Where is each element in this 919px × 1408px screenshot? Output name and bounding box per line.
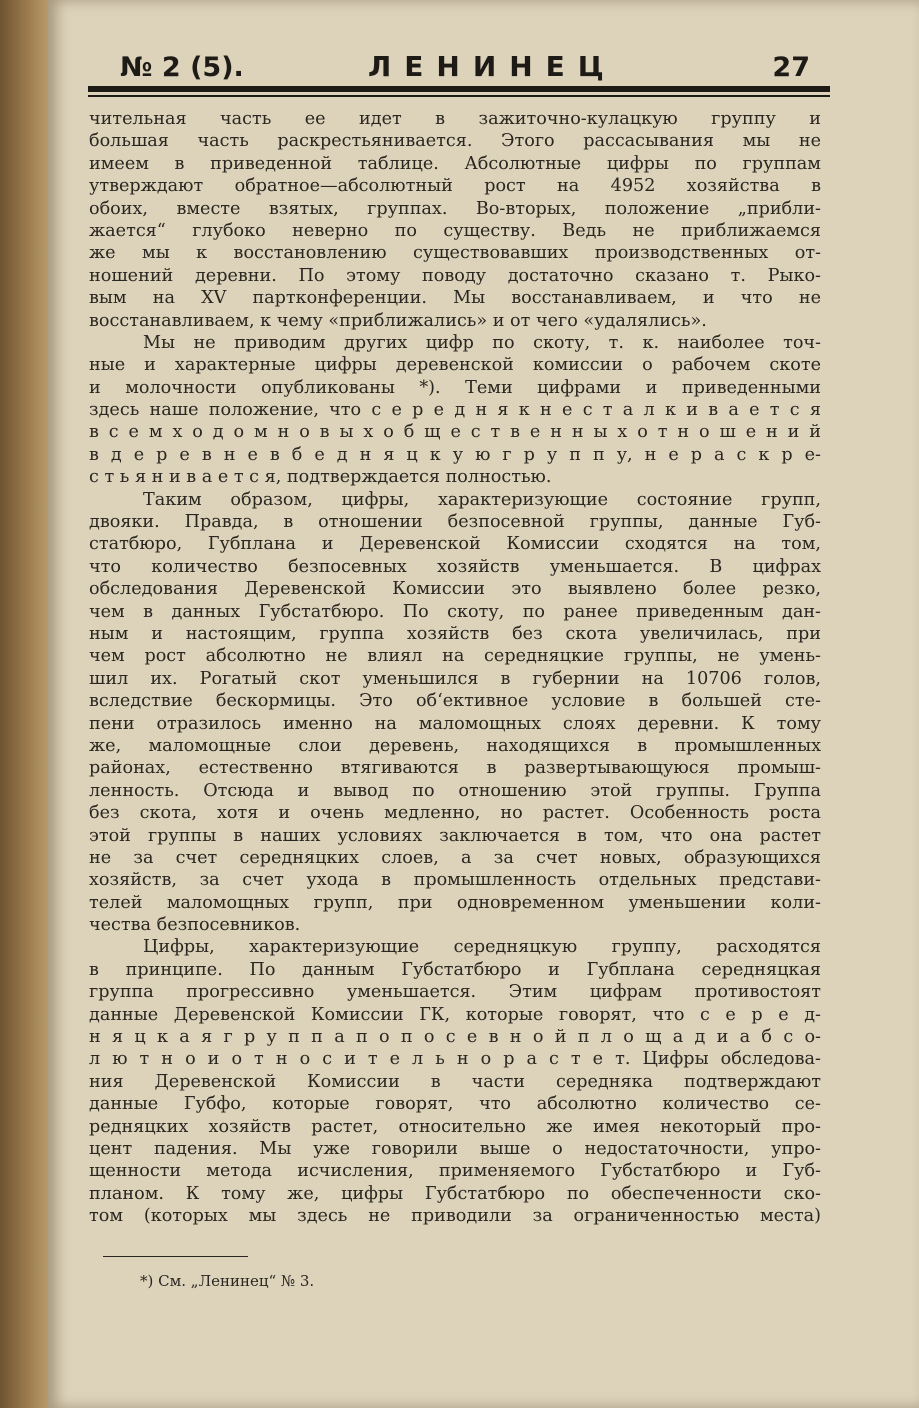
text-line: здесь наше положение, что с е р е д н я к н е с т а л к и в а е т с я xyxy=(89,400,821,421)
text-line: группа прогрессивно уменьшается. Этим цифрам противостоят xyxy=(89,982,821,1003)
text-line: в принципе. По данным Губстатбюро и Губплана середняцкая xyxy=(89,959,821,980)
text-line: н я ц к а я г р у п п а п о п о с е в н о й п л о щ а д и а б с о- xyxy=(89,1027,821,1048)
text-line: шил их. Рогатый скот уменьшился в губернии на 10706 голов, xyxy=(89,668,821,689)
footnote-rule xyxy=(103,1256,248,1257)
text-line: с т ь я н и в а е т с я, подтверждается полностью. xyxy=(89,467,552,488)
page-number: 27 xyxy=(772,52,810,83)
text-line: ленность. Отсюда и вывод по отношению этой группы. Группа xyxy=(89,780,821,801)
text-line: что количество безпосевных хозяйств уменьшается. В цифрах xyxy=(89,556,821,577)
text-line: двояки. Правда, в отношении безпосевной группы, данные Губ- xyxy=(89,512,821,533)
text-line: вым на XV партконференции. Мы восстанавливаем, и что не xyxy=(89,288,821,309)
text-line: щенности метода исчисления, применяемого Губстатбюро и Губ- xyxy=(89,1161,821,1182)
text-line: статбюро, Губплана и Деревенской Комиссии сходятся на том, xyxy=(89,534,821,555)
text-line: восстанавливаем, к чему «приближались» и от чего «удалялись». xyxy=(89,310,707,331)
text-line: и молочности опубликованы *). Теми цифрами и приведенными xyxy=(89,377,821,398)
text-line: чем рост абсолютно не влиял на середняцкие группы, не умень- xyxy=(89,646,821,667)
header-rule-thin xyxy=(88,95,830,97)
text-line: обоих, вместе взятых, группах. Во-вторых, положение „прибли- xyxy=(89,198,821,219)
text-line: без скота, хотя и очень медленно, но растет. Особенность роста xyxy=(89,803,821,824)
text-line: телей маломощных групп, при одновременном уменьшении коли- xyxy=(89,892,821,913)
text-line: хозяйств, за счет ухода в промышленность отдельных представи- xyxy=(89,870,821,891)
text-line: чества безпосевников. xyxy=(89,915,301,936)
running-header xyxy=(120,46,810,88)
text-line: ным и настоящим, группа хозяйств без скота увеличилась, при xyxy=(89,623,821,644)
text-line: чем в данных Губстатбюро. По скоту, по ранее приведенным дан- xyxy=(89,601,821,622)
text-line: планом. К тому же, цифры Губстатбюро по обеспеченности ско- xyxy=(89,1183,821,1204)
footnote: *) См. „Ленинец“ № 3. xyxy=(140,1272,315,1290)
text-line: этой группы в наших условиях заключается в том, что она растет xyxy=(89,825,821,846)
text-line: же мы к восстановлению существовавших производственных от- xyxy=(89,243,821,264)
header-rule-thick xyxy=(88,86,830,92)
text-line: цент падения. Мы уже говорили выше о недостаточности, упро- xyxy=(89,1138,821,1159)
text-line: ные и характерные цифры деревенской комиссии о рабочем скоте xyxy=(89,355,821,376)
text-line: чительная часть ее идет в зажиточно-кулацкую группу и xyxy=(89,109,821,129)
text-line: данные Деревенской Комиссии ГК, которые говорят, что с е р е д- xyxy=(89,1004,821,1025)
journal-page xyxy=(48,0,919,1408)
journal-title: ЛЕНИНЕЦ xyxy=(368,50,617,83)
issue-number: № 2 (5). xyxy=(120,52,244,83)
text-line: ношений деревни. По этому поводу достаточно сказано т. Рыко- xyxy=(89,265,821,286)
text-line: большая часть раскрестьянивается. Этого рассасывания мы не xyxy=(89,131,821,152)
text-line: утверждают обратное—абсолютный рост на 4952 хозяйства в xyxy=(89,176,821,197)
text-line: данные Губфо, которые говорят, что абсолютно количество се- xyxy=(89,1094,821,1115)
text-line: в д е р е в н е в б е д н я ц к у ю г р у п п у, н е р а с к р е- xyxy=(89,444,821,465)
book-spine-edge xyxy=(0,0,48,1408)
paragraph-first-line: Цифры, характеризующие середняцкую группу, расходятся xyxy=(143,937,821,958)
paragraph-first-line: Таким образом, цифры, характеризующие состояние групп, xyxy=(143,489,821,510)
text-line: том (которых мы здесь не приводили за ограниченностью места) xyxy=(89,1206,821,1227)
text-line: не за счет середняцких слоев, а за счет новых, образующихся xyxy=(89,847,821,868)
paragraph-first-line: Мы не приводим других цифр по скоту, т. к. наиболее точ- xyxy=(143,332,821,353)
text-line: в с е м х о д о м н о в ы х о б щ е с т в е н н ы х о т н о ш е н и й xyxy=(89,422,821,443)
body-text xyxy=(89,108,821,1228)
text-line: пени отразилось именно на маломощных слоях деревни. К тому xyxy=(89,713,821,734)
text-line: районах, естественно втягиваются в развертывающуюся промыш- xyxy=(89,758,821,779)
text-line: жается“ глубоко неверно по существу. Ведь не приближаемся xyxy=(89,220,821,241)
text-line: же, маломощные слои деревень, находящихся в промышленных xyxy=(89,735,821,756)
text-line: обследования Деревенской Комиссии это выявлено более резко, xyxy=(89,579,821,600)
text-line: л ю т н о и о т н о с и т е л ь н о р а с т е т. Цифры обследова- xyxy=(89,1049,821,1070)
text-line: вследствие бескормицы. Это об‘ективное условие в большей сте- xyxy=(89,691,821,712)
text-line: редняцких хозяйств растет, относительно же имея некоторый про- xyxy=(89,1116,821,1137)
text-line: имеем в приведенной таблице. Абсолютные цифры по группам xyxy=(89,153,821,174)
text-line: ния Деревенской Комиссии в части середняка подтверждают xyxy=(89,1071,821,1092)
